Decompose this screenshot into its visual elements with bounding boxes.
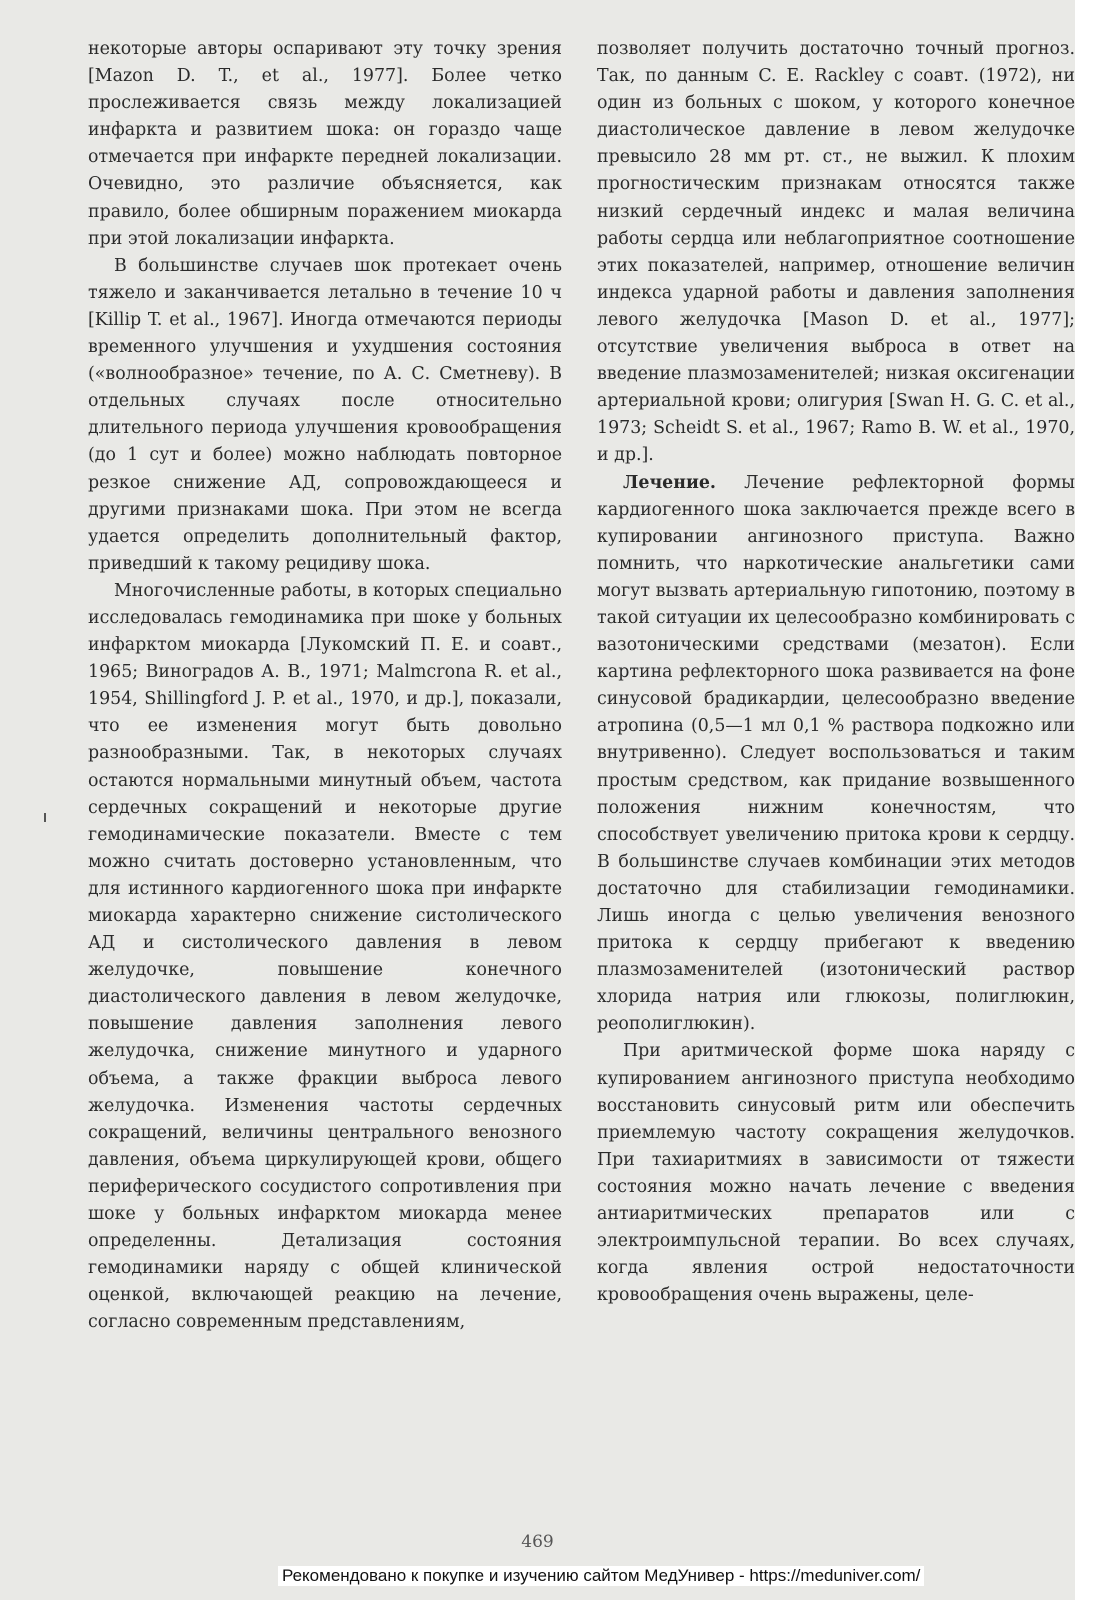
left-column: [88, 36, 562, 1337]
section-heading: Лечение.: [623, 472, 716, 493]
right-column: [597, 36, 1075, 1309]
paragraph: При аритмической форме шока наряду с купированием ангинозного приступа необходимо восстановить синусовый ритм или обеспечить приемлемую частоту сокращения желудочков. При тахиаритмиях в зависимости от тяжести состояния можно начать лечение с введения антиаритмических препаратов или с электроимпульсной терапии. Во всех случаях, когда явления острой недостаточности кровообращения очень выражены, целе-: [597, 1041, 1075, 1306]
margin-mark: [44, 813, 46, 822]
paragraph: В большинстве случаев шок протекает очень тяжело и заканчивается летально в течение 10 ч [Killip T. et al., 1967]. Иногда отмечаются периоды временного улучшения и ухудшения состояния («волнообразное» течение, по А. С. Сметневу). В отдельных случаях после относительно длительного периода улучшения кровообращения (до 1 сут и более) можно наблюдать повторное резкое снижение АД, сопровождающееся и другими признаками шока. При этом не всегда удается определить дополнительный фактор, приведший к такому рецидиву шока.: [88, 255, 562, 574]
paragraph: Многочисленные работы, в которых специально исследовалась гемодинамика при шоке у больных инфарктом миокарда [Лукомский П. Е. и соавт., 1965; Виноградов А. В., 1971; Malmcrona R. et al., 1954, Shillingford J. P. et al., 1970, и др.], показали, что ее изменения могут быть довольно разнообразными. Так, в некоторых случаях остаются нормальными минутный объем, частота сердечных сокращений и некоторые другие гемодинамические показатели. Вместе с тем можно считать достоверно установленным, что для истинного кардиогенного шока при инфаркте миокарда характерно снижение систолического АД и систолического давления в левом желудочке, повышение конечного диастолического давления в левом желудочке, повышение давления заполнения левого желудочка, снижение минутного и ударного объема, а также фракции выброса левого желудочка. Изменения частоты сердечных сокращений, величины центрального венозного давления, объема циркулирующей крови, общего периферического сосудистого сопротивления при шоке у больных инфарктом миокарда менее определенны. Детализация состояния гемодинамики наряду с общей клинической оценкой, включающей реакцию на лечение, согласно современным представлениям,: [88, 580, 562, 1333]
footer-note: Рекомендовано к покупке и изучению сайтом МедУнивер - https://meduniver.com/: [278, 1566, 924, 1586]
paragraph-body: Лечение рефлекторной формы кардиогенного шока заключается прежде всего в купировании ангинозного приступа. Важно помнить, что наркотические анальгетики сами могут вызвать артериальную гипотонию, поэтому в такой ситуации их целесообразно комбинировать с вазотоническими средствами (мезатон). Если картина рефлекторного шока развивается на фоне синусовой брадикардии, целесообразно введение атропина (0,5—1 мл 0,1 % раствора подкожно или внутривенно). Следует воспользоваться и таким простым средством, как придание возвышенного положения нижним конечностям, что способствует увеличению притока крови к сердцу. В большинстве случаев комбинации этих методов достаточно для стабилизации гемодинамики. Лишь иногда с целью увеличения венозного притока к сердцу прибегают к введению плазмозаменителей (изотонический раствор хлорида натрия или глюкозы, полиглюкин, реополиглюкин).: [597, 472, 1076, 1035]
right-margin: [1075, 0, 1098, 1600]
page-number: 469: [521, 1532, 554, 1552]
paragraph: [597, 470, 1075, 1039]
paragraph: позволяет получить достаточно точный прогноз. Так, по данным C. E. Rackley с соавт. (1972), ни один из больных с шоком, у которого конечное диастолическое давление в левом желудочке превысило 28 мм рт. ст., не выжил. К плохим прогностическим признакам относятся также низкий сердечный индекс и малая величина работы сердца или неблагоприятное соотношение этих показателей, например, отношение величин индекса ударной работы и давления заполнения левого желудочка [Mason D. et al., 1977]; отсутствие увеличения выброса в ответ на введение плазмозаменителей; низкая оксигенации артериальной крови; олигурия [Swan H. G. C. et al., 1973; Scheidt S. et al., 1967; Ramo B. W. et al., 1970, и др.].: [597, 39, 1075, 466]
paragraph: некоторые авторы оспаривают эту точку зрения [Mazon D. T., et al., 1977]. Более четко прослеживается связь между локализацией инфаркта и развитием шока: он гораздо чаще отмечается при инфаркте передней локализации. Очевидно, это различие объясняется, как правило, более обширным поражением миокарда при этой локализации инфаркта.: [88, 39, 562, 249]
